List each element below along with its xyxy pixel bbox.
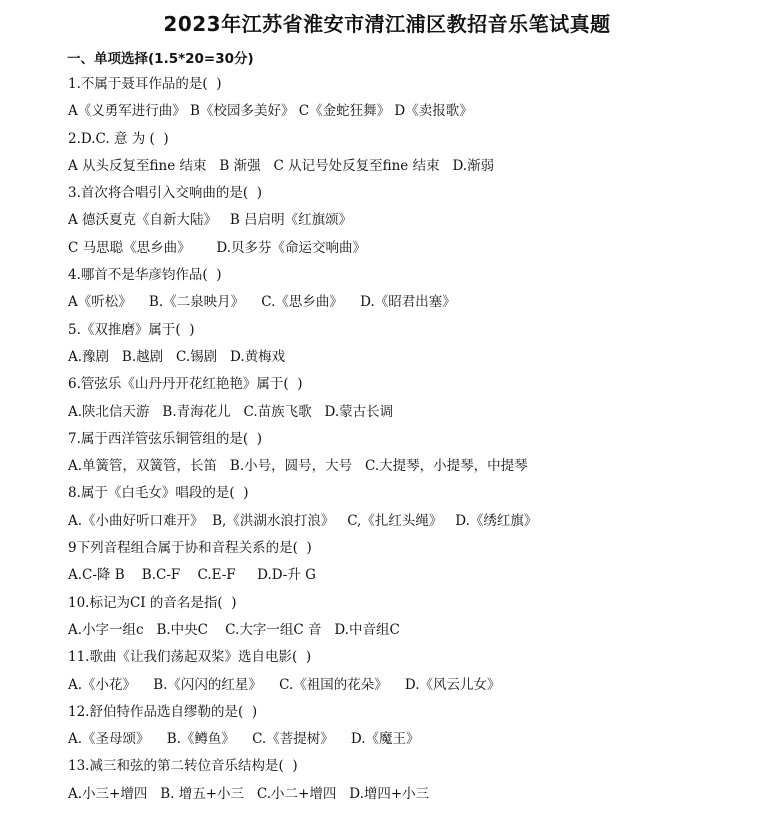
question-10-options: A.小字一组c B.中央C C.大字一组C 音 D.中音组C	[68, 621, 400, 638]
question-3-stem: 3.首次将合唱引入交响曲的是( )	[68, 185, 262, 202]
question-6-options: A.陕北信天游 B.青海花儿 C.苗族飞歌 D.蒙古长调	[68, 403, 394, 420]
question-9-stem: 9下列音程组合属于协和音程关系的是( )	[68, 540, 312, 557]
question-7-options: A.单簧管，双簧管，长笛 B.小号，圆号，大号 C.大提琴，小提琴，中提琴	[68, 458, 528, 475]
question-9-options: A.C-降 B B.C-F C.E-F D.D-升 G	[68, 567, 316, 584]
question-12-stem: 12.舒伯特作品选自缪勒的是( )	[68, 703, 258, 720]
question-list	[68, 74, 758, 811]
question-11-options: A.《小花》 B.《闪闪的红星》 C.《祖国的花朵》 D.《风云儿女》	[68, 676, 501, 693]
question-4-options: A《听松》 B.《二泉映月》 C.《思乡曲》 D.《昭君出塞》	[68, 294, 456, 311]
question-6-stem: 6.管弦乐《山丹丹开花红艳艳》属于( )	[68, 376, 303, 393]
question-5-options: A.豫剧 B.越剧 C.锡剧 D.黄梅戏	[68, 348, 286, 365]
question-1-stem: 1.不属于聂耳作品的是( )	[68, 76, 222, 92]
question-3-options-line-2: C 马思聪《思乡曲》 D.贝多芬《命运交响曲》	[68, 239, 367, 256]
question-4-stem: 4.哪首不是华彦钧作品( )	[68, 267, 222, 284]
question-11-stem: 11.歌曲《让我们荡起双桨》选自电影( )	[68, 649, 312, 666]
question-2-stem: 2.D.C. 意 为 ( )	[68, 130, 169, 147]
question-8-options: A.《小曲好听口难开》 B,《洪湖水浪打浪》 C,《扎红头绳》 D.《绣红旗》	[68, 512, 538, 529]
question-13-stem: 13.减三和弦的第二转位音乐结构是( )	[68, 758, 298, 775]
question-12-options: A.《圣母颂》 B.《鳟鱼》 C.《菩提树》 D.《魔王》	[68, 731, 420, 748]
section-heading: 一、单项选择(1.5*20=30分)	[67, 51, 254, 67]
page-title: 2023年江苏省淮安市清江浦区教招音乐笔试真题	[163, 12, 611, 36]
question-8-stem: 8.属于《白毛女》唱段的是( )	[68, 485, 249, 502]
question-10-stem: 10.标记为CI 的音名是指( )	[68, 594, 237, 611]
question-13-options: A.小三+增四 B. 增五+小三 C.小二+增四 D.增四+小三	[68, 785, 430, 802]
question-2-options: A 从头反复至fine 结束 B 渐强 C 从记号处反复至fine 结束 D.渐弱	[68, 157, 495, 174]
question-3-options-line-1: A 德沃夏克《自新大陆》 B 吕启明《红旗颂》	[68, 212, 353, 229]
question-1-options: A《义勇军进行曲》 B《校园多美好》 C《金蛇狂舞》 D《卖报歌》	[68, 103, 473, 120]
question-5-stem: 5.《双推磨》属于( )	[68, 321, 195, 338]
question-7-stem: 7.属于西洋管弦乐铜管组的是( )	[68, 430, 262, 447]
